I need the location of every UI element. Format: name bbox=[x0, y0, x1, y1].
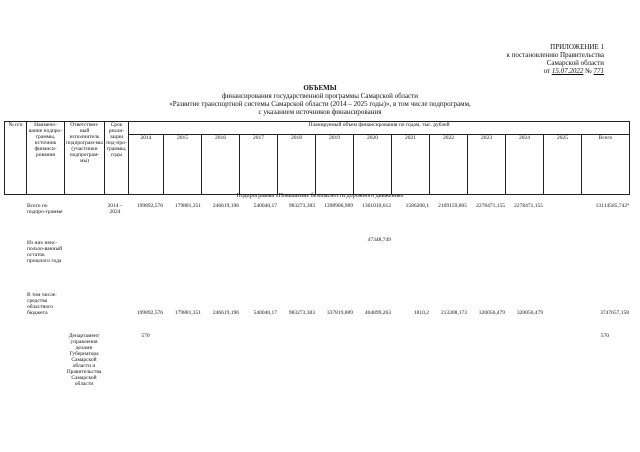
col-total: Всего bbox=[582, 135, 630, 195]
r1-2020: 1361010,612 bbox=[362, 203, 391, 209]
col-year-2018: 2018 bbox=[278, 135, 316, 195]
row-total-label: Всего по подпро-грамме bbox=[27, 203, 63, 215]
subprogram-title: Подпрограмма «Повышение безопасности дорожного движения» bbox=[236, 193, 404, 199]
r1-2017: 540040,17 bbox=[253, 203, 277, 209]
r2-2020: 47348,749 bbox=[367, 237, 391, 243]
r1-2023: 2278471,155 bbox=[476, 203, 505, 209]
col-year-2023: 2023 bbox=[468, 135, 506, 195]
row-dept-executor: Департамент управления делами Губернатора Самарской области и Правительства Самарской области bbox=[66, 333, 102, 387]
col-term: Срок реали-зации под-про-граммы, годы bbox=[105, 122, 129, 195]
r3-2019: 337819,889 bbox=[326, 310, 353, 316]
col-year-2025: 2025 bbox=[544, 135, 582, 195]
date-prefix: от bbox=[543, 67, 551, 75]
col-year-2022: 2022 bbox=[430, 135, 468, 195]
r1-2024: 2278471,155 bbox=[514, 203, 543, 209]
title-line1: ОБЪЕМЫ bbox=[303, 84, 337, 92]
appendix-line2: к постановлению Правительства bbox=[506, 51, 604, 59]
r4-total: 570 bbox=[600, 333, 609, 339]
r4-2014: 570 bbox=[141, 333, 150, 339]
col-name: Наимено-вание подпро-граммы, источник финанси-рования bbox=[27, 122, 65, 195]
appendix-line1: ПРИЛОЖЕНИЕ 1 bbox=[550, 43, 604, 51]
title-line2: финансирования государственной программы Самарской области bbox=[221, 92, 418, 100]
r3-2024: 320056,479 bbox=[516, 310, 543, 316]
funding-table-header bbox=[4, 121, 630, 195]
num-prefix: № bbox=[585, 67, 592, 75]
r1-2018: 983273,383 bbox=[288, 203, 315, 209]
col-year-2020: 2020 bbox=[354, 135, 392, 195]
col-year-2021: 2021 bbox=[392, 135, 430, 195]
appendix-block bbox=[484, 43, 604, 75]
col-year-2014: 2014 bbox=[129, 135, 164, 195]
col-executor: Ответствен-ный исполнитель подпрограм-мы (участники подпрограм-мы) bbox=[65, 122, 105, 195]
r1-2022: 2109159,805 bbox=[438, 203, 467, 209]
row-unused-label: Из них неис-пользо-ванный остаток прошлого года bbox=[27, 240, 63, 264]
r1-total: 13114585,742⁴ bbox=[595, 203, 629, 209]
r3-2018: 983273,383 bbox=[288, 310, 315, 316]
r3-total: 3747657,158 bbox=[600, 310, 629, 316]
r3-2017: 540040,17 bbox=[253, 310, 277, 316]
r1-2019: 1398906,989 bbox=[324, 203, 353, 209]
handwritten-number: 771 bbox=[593, 67, 604, 75]
handwritten-date: 15.07.2022 bbox=[551, 67, 584, 75]
r1-2021: 1586208,1 bbox=[405, 203, 429, 209]
appendix-line3: Самарской области bbox=[546, 59, 604, 67]
r1-2014: 199892,576 bbox=[136, 203, 163, 209]
r3-2015: 179881,351 bbox=[174, 310, 201, 316]
r1-2016: 246619,196 bbox=[212, 203, 239, 209]
r3-2021: 1810,2 bbox=[413, 310, 429, 316]
col-number: № п/п bbox=[5, 122, 27, 195]
document-title bbox=[0, 84, 640, 116]
r1-2015: 179881,351 bbox=[174, 203, 201, 209]
appendix-date-line bbox=[484, 67, 604, 75]
r3-2020: 404899,263 bbox=[364, 310, 391, 316]
col-year-2017: 2017 bbox=[240, 135, 278, 195]
row-regional-label: В том числе: средства областного бюджета bbox=[27, 292, 57, 316]
r3-2016: 246619,196 bbox=[212, 310, 239, 316]
r3-2014: 199892,576 bbox=[136, 310, 163, 316]
col-year-2016: 2016 bbox=[202, 135, 240, 195]
r3-2023: 320056,479 bbox=[478, 310, 505, 316]
r3-2022: 213308,173 bbox=[440, 310, 467, 316]
row-total-term: 2014 – 2024 bbox=[107, 203, 123, 215]
col-year-2015: 2015 bbox=[164, 135, 202, 195]
col-year-2024: 2024 bbox=[506, 135, 544, 195]
col-plan-header: Планируемый объем финансирования по годам, тыс. рублей bbox=[129, 122, 630, 135]
title-line4: с указанием источников финансирования bbox=[258, 108, 382, 116]
col-year-2019: 2019 bbox=[316, 135, 354, 195]
title-line3: «Развитие транспортной системы Самарской области (2014 – 2025 годы)», в том числе подпрограмм, bbox=[169, 100, 471, 108]
